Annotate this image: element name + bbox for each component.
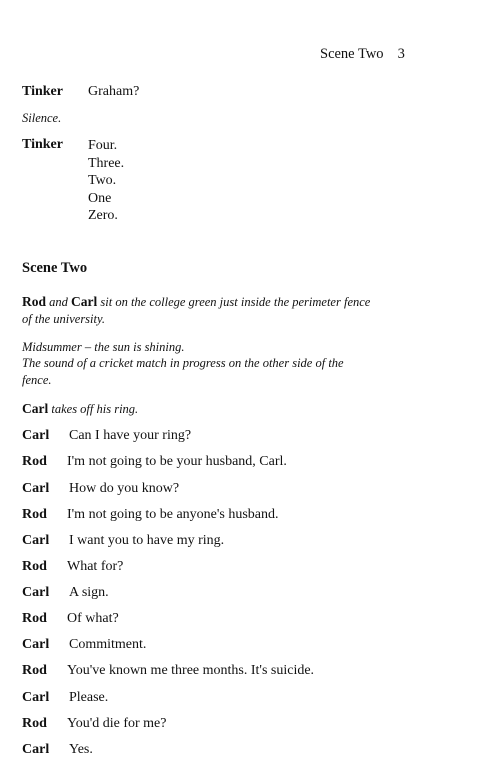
speaker-name: Carl [22,690,50,705]
stage-direction-silence: Silence. [22,111,62,125]
stage-direction-ring [22,401,138,417]
dialogue-text: A sign. [69,585,109,600]
countdown-line: Three. [88,155,125,171]
speaker-name: Carl [22,533,50,548]
dialogue-text: Of what? [67,611,119,626]
conjunction: and [46,295,72,309]
dialogue-text: Please. [69,690,109,705]
dialogue-line [22,481,179,497]
dialogue-text: Graham? [88,84,140,99]
dialogue-line [22,428,191,444]
dialogue-text: Commitment. [69,637,147,652]
page-number: 3 [397,46,405,62]
dialogue-text: You'd die for me? [67,716,167,731]
dialogue-text: Yes. [69,742,93,757]
dialogue-text: I'm not going to be your husband, Carl. [67,454,287,469]
dialogue-text: You've known me three months. It's suicide. [67,663,315,678]
dialogue-line [22,690,108,706]
countdown-line: Four. [88,138,118,153]
dialogue-line [22,84,139,100]
countdown-line: Two. [88,173,117,188]
dialogue-line [22,716,166,732]
dialogue-line [22,637,146,653]
dialogue-text: How do you know? [69,481,180,496]
speaker-name: Carl [22,742,50,757]
speaker-name: Rod [22,454,47,469]
direction-text: The sound of a cricket match in progress on the other side of the [22,356,344,370]
dialogue-line [22,454,287,470]
dialogue-line [22,533,224,549]
dialogue-text: Can I have your ring? [69,428,192,443]
direction-text: Midsummer – the sun is shining. [22,340,185,354]
page-header [320,46,405,63]
character-name: Carl [71,294,98,309]
direction-text: takes off his ring. [48,402,139,416]
dialogue-text: What for? [67,559,124,574]
direction-text: of the university. [22,312,105,326]
dialogue-line [22,663,314,679]
countdown-lines [88,137,124,225]
speaker-name: Tinker [22,84,63,99]
speaker-name: Carl [22,428,50,443]
countdown-line: Zero. [88,208,118,223]
scene-heading: Scene Two [22,260,88,276]
dialogue-line [22,742,93,758]
stage-direction-opening [22,294,370,310]
character-name: Rod [22,294,47,309]
speaker-name: Carl [22,585,50,600]
speaker-name: Rod [22,716,47,731]
dialogue-line [22,611,119,627]
dialogue-text: I'm not going to be anyone's husband. [67,507,279,522]
running-title: Scene Two [320,46,384,62]
dialogue-line [22,507,279,523]
direction-text: sit on the college green just inside the perimeter fence [97,295,371,309]
direction-text: fence. [22,373,52,387]
countdown-speaker-line [22,137,63,153]
speaker-name: Tinker [22,137,63,152]
speaker-name: Carl [22,481,50,496]
countdown-line: One [88,190,112,206]
dialogue-line [22,585,109,601]
speaker-name: Carl [22,637,50,652]
dialogue-text: I want you to have my ring. [69,533,225,548]
character-name: Carl [22,401,49,416]
speaker-name: Rod [22,611,47,626]
speaker-name: Rod [22,507,47,522]
speaker-name: Rod [22,559,47,574]
dialogue-line [22,559,123,575]
speaker-name: Rod [22,663,47,678]
